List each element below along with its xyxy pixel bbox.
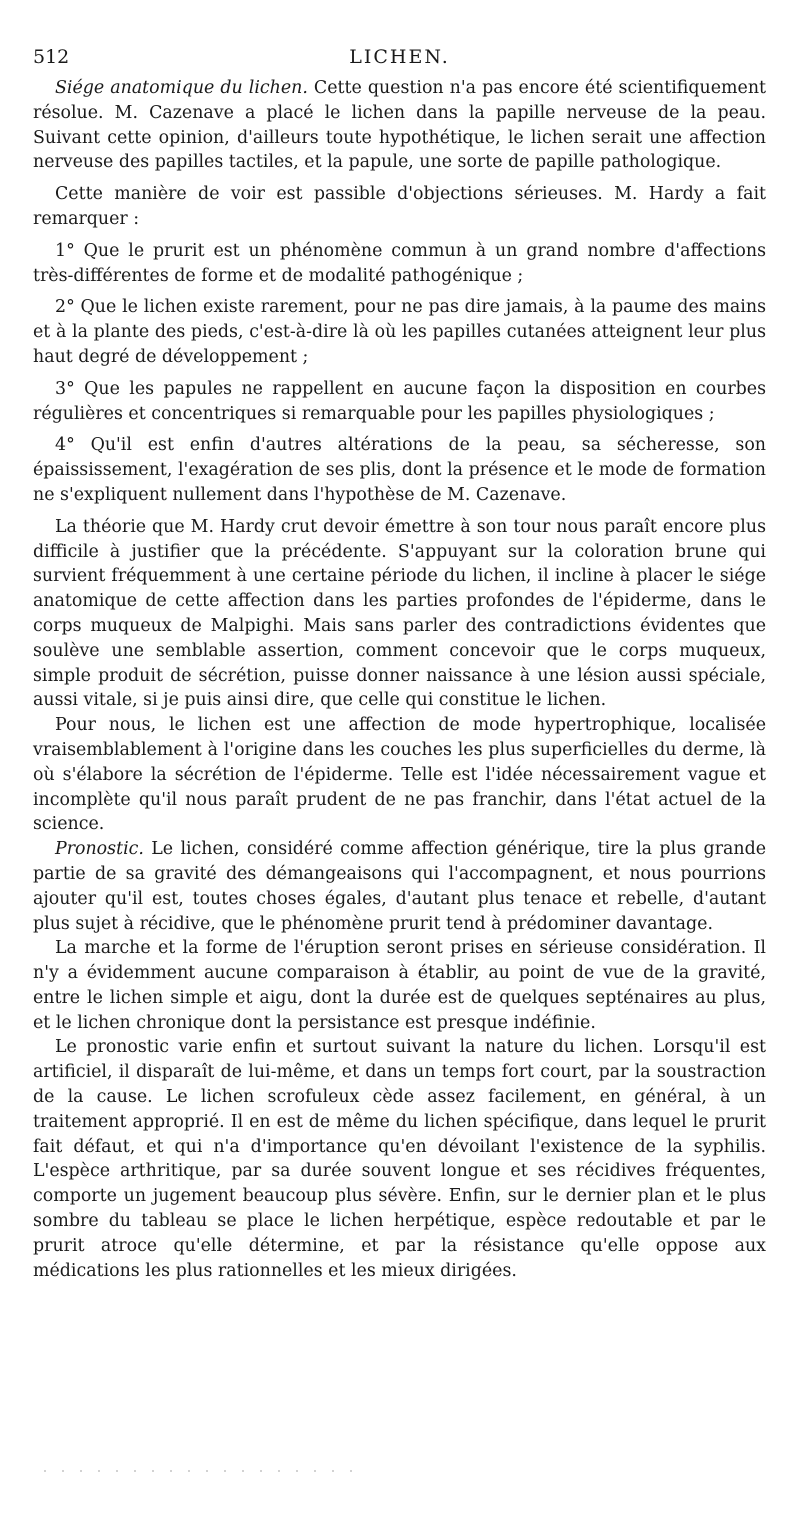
page-number: 512	[33, 46, 70, 68]
body-text	[33, 76, 766, 1283]
list-item-3: 3° Que les papules ne rappellent en aucune façon la disposition en courbes régulières et concentriques si remarquable pour les papilles physiologiques ;	[33, 378, 766, 424]
page-header	[33, 46, 766, 76]
paragraph-theorie-hardy: La théorie que M. Hardy crut devoir émettre à son tour nous paraît encore plus difficile à justifier que la précédente. S'appuyant sur la coloration brune qui survient fréquemment à une certaine période du lichen, il incline à placer le siége anatomique de cette affection dans les parties profondes de l'épiderme, dans le corps muqueux de Malpighi. Mais sans parler des contradictions évidentes que soulève une semblable assertion, comment concevoir que le corps muqueux, simple produit de sécrétion, puisse donner naissance à une lésion aussi spéciale, aussi vitale, si je puis ainsi dire, que celle qui constitue le lichen.	[33, 516, 766, 711]
running-title: LICHEN.	[349, 46, 450, 68]
book-page	[33, 46, 766, 1283]
paragraph-pour-nous: Pour nous, le lichen est une affection de mode hypertrophique, localisée vraisemblablement à l'origine dans les couches les plus superficielles du derme, là où s'élabore la sécrétion de l'épiderme. Telle est l'idée nécessairement vague et incomplète qu'il nous paraît prudent de ne pas franchir, dans l'état actuel de la science.	[33, 715, 766, 835]
page-footer-dots	[36, 1470, 366, 1472]
paragraph-text: Le lichen, considéré comme affection générique, tire la plus grande partie de sa gravité des démangeaisons qui l'accompagnent, et nous pourrions ajouter qu'il est, toutes choses égales, d'autant plus tenace et rebelle, d'autant plus sujet à récidive, que le phénomène prurit tend à prédominer davantage.	[33, 839, 766, 934]
paragraph-siege-anatomique	[33, 76, 766, 175]
section-heading-pronostic: Pronostic.	[55, 839, 144, 860]
paragraph-pronostic	[33, 837, 766, 936]
paragraph-text: Cette question n'a pas encore été scientifiquement résolue. M. Cazenave a placé le lichen dans la papille nerveuse de la peau. Suivant cette opinion, d'ailleurs toute hypothétique, le lichen serait une affection nerveuse des papilles tactiles, et la papule, une sorte de papille pathologique.	[33, 78, 767, 173]
paragraph-pronostic-varie: Le pronostic varie enfin et surtout suivant la nature du lichen. Lorsqu'il est artificiel, il disparaît de lui-même, et dans un temps fort court, par la soustraction de la cause. Le lichen scrofuleux cède assez facilement, en général, à un traitement approprié. Il en est de même du lichen spécifique, dans lequel le prurit fait défaut, et qui n'a d'importance qu'en dévoilant l'existence de la syphilis. L'espèce arthritique, par sa durée souvent longue et ses récidives fréquentes, comporte un jugement beaucoup plus sévère. Enfin, sur le dernier plan et le plus sombre du tableau se place le lichen herpétique, espèce redoutable et par le prurit atroce qu'elle détermine, et par la résistance qu'elle oppose aux médications les plus rationnelles et les mieux dirigées.	[33, 1037, 766, 1281]
paragraph-marche: La marche et la forme de l'éruption seront prises en sérieuse considération. Il n'y a évidemment aucune comparaison à établir, au point de vue de la gravité, entre le lichen simple et aigu, dont la durée est de quelques septénaires au plus, et le lichen chronique dont la persistance est presque indéfinie.	[33, 938, 766, 1033]
list-item-1: 1° Que le prurit est un phénomène commun à un grand nombre d'affections très-différentes de forme et de modalité pathogénique ;	[33, 240, 766, 286]
list-item-2: 2° Que le lichen existe rarement, pour ne pas dire jamais, à la paume des mains et à la plante des pieds, c'est-à-dire là où les papilles cutanées atteignent leur plus haut degré de développement ;	[33, 297, 766, 367]
list-item-4: 4° Qu'il est enfin d'autres altérations de la peau, sa sécheresse, son épaississement, l'exagération de ses plis, dont la présence et le mode de formation ne s'expliquent nullement dans l'hypothèse de M. Cazenave.	[33, 435, 766, 505]
section-heading-siege: Siége anatomique du lichen.	[55, 78, 308, 98]
paragraph-objections: Cette manière de voir est passible d'objections sérieuses. M. Hardy a fait remarquer :	[33, 184, 766, 229]
